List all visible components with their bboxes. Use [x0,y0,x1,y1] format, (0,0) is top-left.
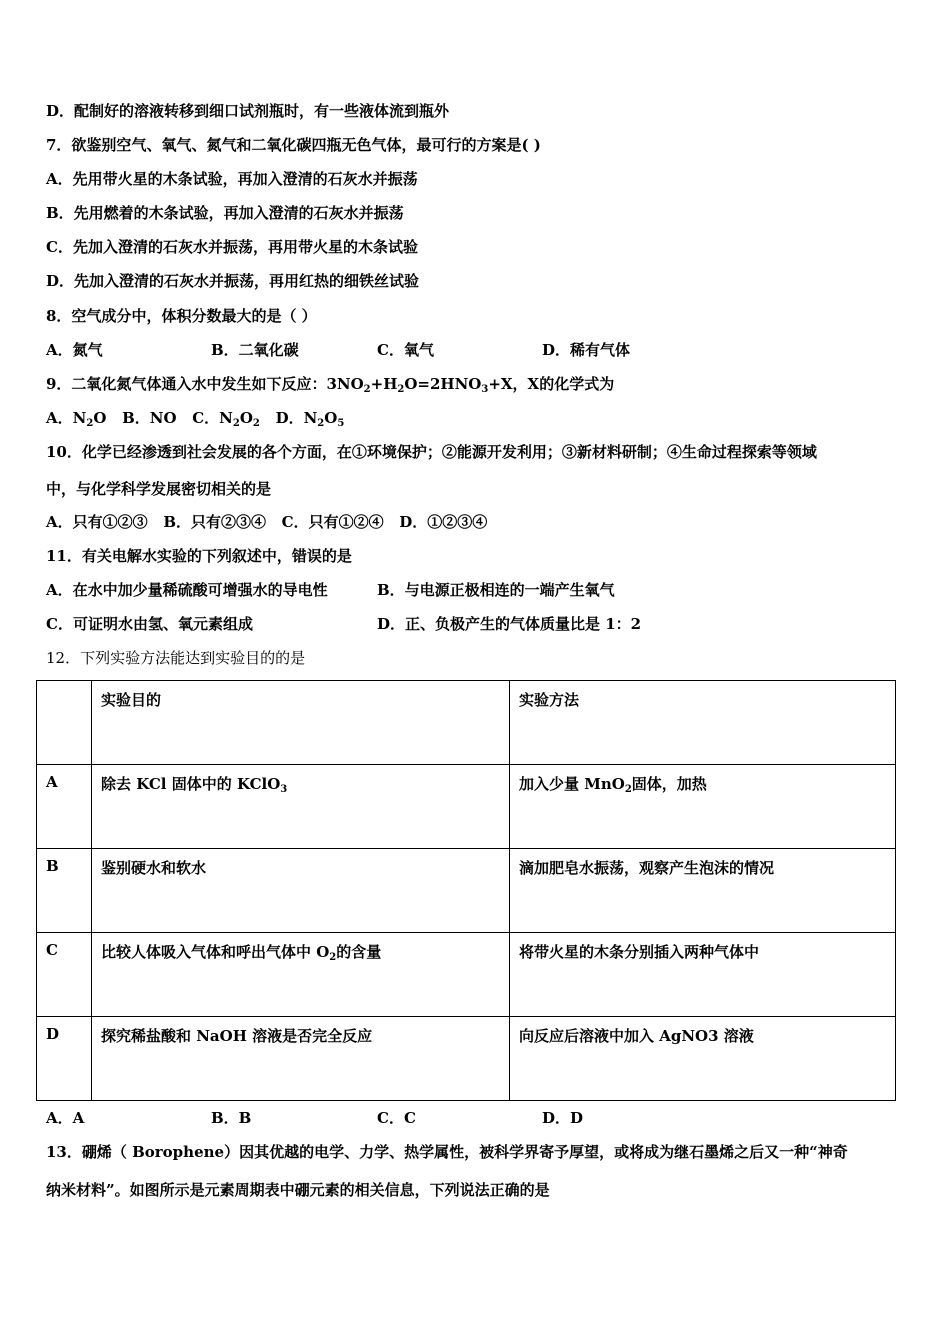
q9-options [46,408,344,434]
row-label: D [37,1017,92,1101]
q11-option-a: A．在水中加少量稀硫酸可增强水的导电性 [46,581,328,599]
q8-stem: 8．空气成分中，体积分数最大的是（ ） [46,307,317,325]
row-method: 滴加肥皂水振荡，观察产生泡沫的情况 [510,849,896,933]
table-header-row [37,681,896,765]
q12-option-a: A．A [46,1109,85,1127]
q8-options [46,340,906,360]
row-label: A [37,765,92,849]
q10-option-c: C．只有①②④ [281,513,384,531]
row-purpose: 鉴别硬水和软水 [92,849,510,933]
q7-stem: 7．欲鉴别空气、氧气、氮气和二氧化碳四瓶无色气体，最可行的方案是( ) [46,136,541,154]
row-label: B [37,849,92,933]
q9-option-d: D．$N_2O_5$ [275,409,345,429]
table-row [37,933,896,1017]
q11-options-row2 [46,614,906,634]
q7-option-b: B．先用燃着的木条试验，再加入澄清的石灰水并振荡 [46,204,404,222]
q6-option-d: D．配制好的溶液转移到细口试剂瓶时，有一些液体流到瓶外 [46,102,450,120]
q7-option-c: C．先加入澄清的石灰水并振荡，再用带火星的木条试验 [46,238,418,256]
q13-stem-line2: 纳米材料”。如图所示是元素周期表中硼元素的相关信息，下列说法正确的是 [46,1181,550,1199]
q8-option-b: B．二氧化碳 [211,341,299,359]
q7-option-a: A．先用带火星的木条试验，再加入澄清的石灰水并振荡 [46,170,418,188]
table-cell-empty [37,681,92,765]
row-purpose: 除去 KCl 固体中的 KClO$_3$ [92,765,510,849]
q8-option-a: A．氮气 [46,341,103,359]
q10-option-b: B．只有②③④ [163,513,266,531]
q12-option-c: C．C [377,1109,416,1127]
row-method: 向反应后溶液中加入 AgNO3 溶液 [510,1017,896,1101]
q9-option-b: B．NO [122,409,177,427]
q10-stem-line1: 10．化学已经渗透到社会发展的各个方面，在①环境保护；②能源开发利用；③新材料研制；④生命过程探索等领域 [46,443,817,461]
experiment-table [36,680,896,1101]
row-label: C [37,933,92,1017]
row-method: 加入少量 MnO$_2$固体，加热 [510,765,896,849]
q8-option-d: D．稀有气体 [542,341,631,359]
q10-stem-line2: 中，与化学科学发展密切相关的是 [46,480,272,498]
table-row [37,1017,896,1101]
q12-stem: 12．下列实验方法能达到实验目的的是 [46,649,306,667]
q11-options-row1 [46,580,906,600]
q10-options [46,512,487,532]
q12-options [46,1108,906,1128]
q12-option-b: B．B [211,1109,252,1127]
row-method: 将带火星的木条分别插入两种气体中 [510,933,896,1017]
table-header-method: 实验方法 [510,681,896,765]
q9-option-c: C．$N_2O_2$ [192,409,260,429]
q8-option-c: C．氧气 [377,341,434,359]
row-purpose: 探究稀盐酸和 NaOH 溶液是否完全反应 [92,1017,510,1101]
q9-stem: 9．二氧化氮气体通入水中发生如下反应：$3NO_2+H_2O=2HNO_3+X$，X的化学式为 [46,375,615,395]
row-purpose: 比较人体吸入气体和呼出气体中 $O_2$的含量 [92,933,510,1017]
q7-option-d: D．先加入澄清的石灰水并振荡，再用红热的细铁丝试验 [46,272,420,290]
table-row [37,849,896,933]
q13-stem-line1: 13．硼烯（ Borophene）因其优越的电学、力学、热学属性，被科学界寄予厚望，或将成为继石墨烯之后又一种“神奇 [46,1143,848,1161]
q11-option-c: C．可证明水由氢、氧元素组成 [46,615,253,633]
table-row [37,765,896,849]
q11-option-d: D．正、负极产生的气体质量比是 1：2 [377,615,642,633]
q10-option-a: A．只有①②③ [46,513,148,531]
q12-option-d: D．D [542,1109,584,1127]
q11-option-b: B．与电源正极相连的一端产生氧气 [377,581,615,599]
q11-stem: 11．有关电解水实验的下列叙述中，错误的是 [46,547,352,565]
table-header-purpose: 实验目的 [92,681,510,765]
q9-option-a: A．$N_2O$ [46,409,107,429]
q10-option-d: D．①②③④ [399,513,488,531]
